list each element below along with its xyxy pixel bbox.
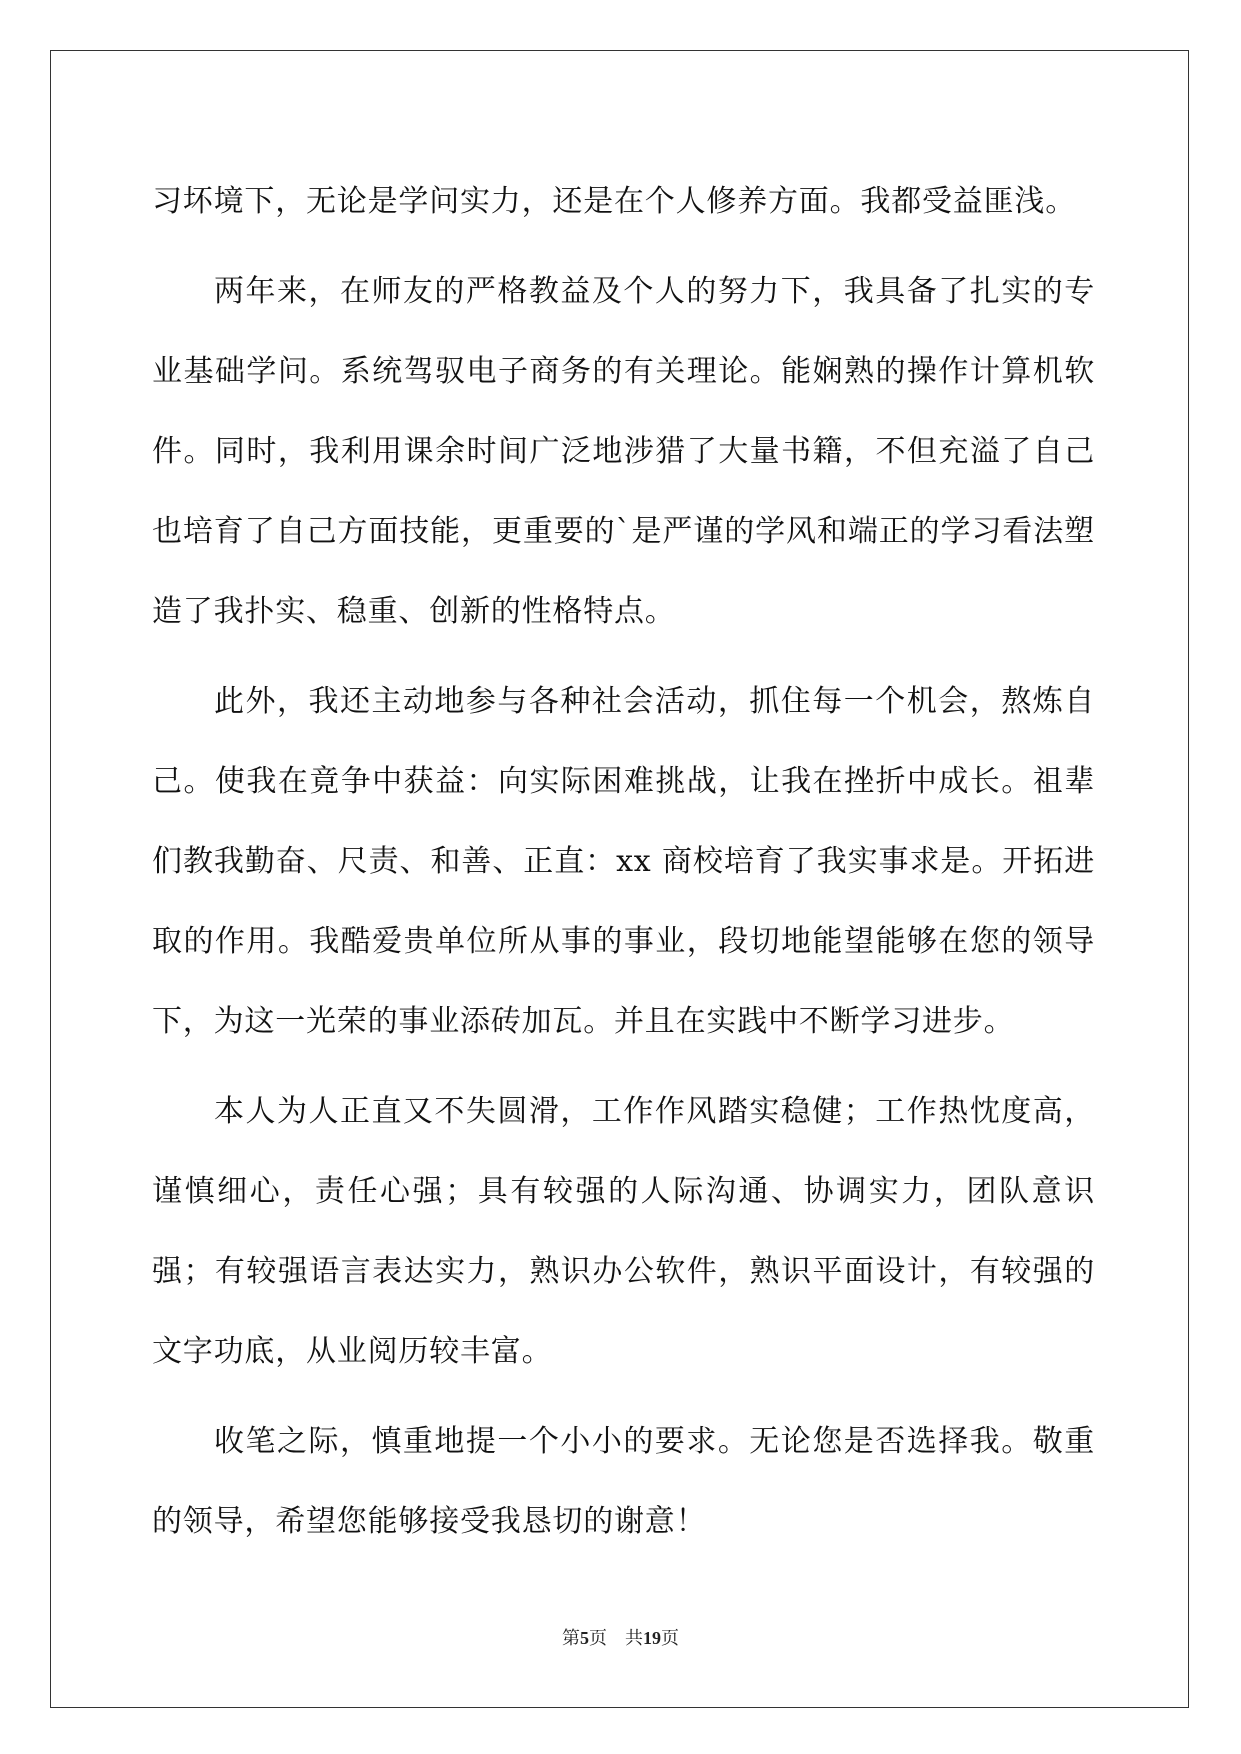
page-suffix: 页 [589,1628,607,1648]
paragraph-2: 两年来，在师友的严格教益及个人的努力下，我具备了扎实的专业基础学问。系统驾驭电子商务的有关理论。能娴熟的操作计算机软件。同时，我利用课余时间广泛地涉猎了大量书籍，不但充溢了自己也培育了自己方面技能，更重要的`是严谨的学风和端正的学习看法塑造了我扑实、稳重、创新的性格特点。 [152,274,1095,629]
page-prefix: 第 [562,1628,580,1648]
total-prefix: 共 [625,1628,643,1648]
page-footer [0,1624,1241,1650]
document-body [152,162,1095,1572]
page-number: 5 [580,1628,589,1648]
total-pages: 19 [643,1628,661,1648]
paragraph-5: 收笔之际，慎重地提一个小小的要求。无论您是否选择我。敬重的领导，希望您能够接受我恳切的谢意！ [152,1424,1095,1539]
paragraph-1: 习坏境下，无论是学问实力，还是在个人修养方面。我都受益匪浅。 [152,184,1076,219]
total-suffix: 页 [661,1628,679,1648]
paragraph-4: 本人为人正直又不失圆滑，工作作风踏实稳健；工作热忱度高，谨慎细心，责任心强；具有较强的人际沟通、协调实力，团队意识强；有较强语言表达实力，熟识办公软件，熟识平面设计，有较强的文字功底，从业阅历较丰富。 [152,1094,1095,1369]
paragraph-3: 此外，我还主动地参与各种社会活动，抓住每一个机会，熬炼自己。使我在竟争中获益：向实际困难挑战，让我在挫折中成长。祖辈们教我勤奋、尺责、和善、正直：xx 商校培育了我实事求是。开拓进取的作用。我酷爱贵单位所从事的事业，段切地能望能够在您的领导下，为这一光荣的事业添砖加瓦。并且在实践中不断学习进步。 [152,684,1095,1039]
